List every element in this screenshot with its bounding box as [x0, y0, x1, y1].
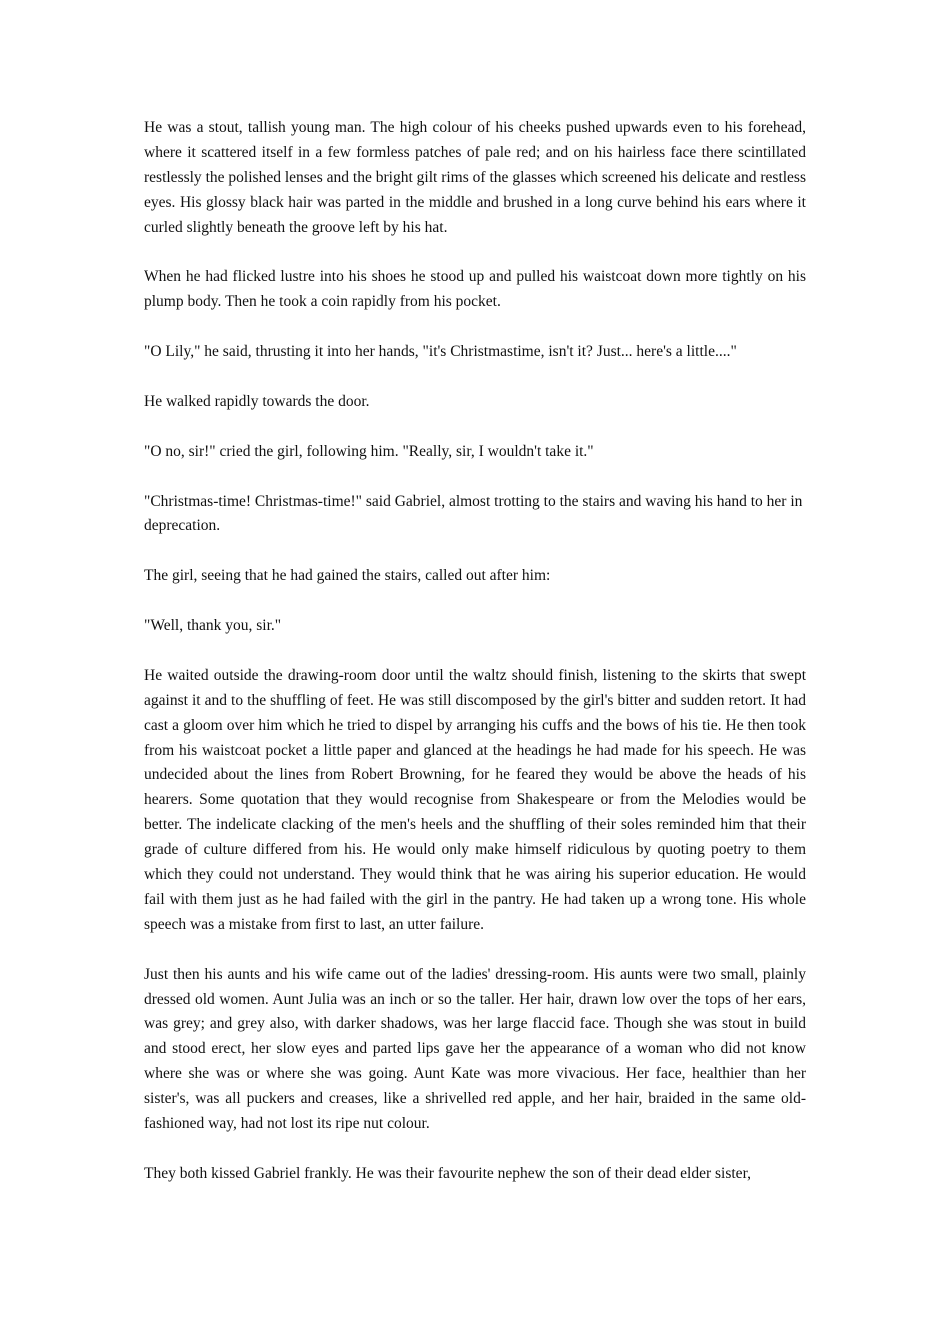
paragraph-drawing-room-door: He waited outside the drawing-room door until the waltz should finish, listening to the skirts that swept against it and to the shuffling of feet. He was still discomposed by the girl's bitter and sudden retort. It had cast a gloom over him which he tried to dispel by arranging his cuffs and the bows of his tie. He then took from his waistcoat pocket a little paper and glanced at the headings he had made for his speech. He was undecided about the lines from Robert Browning, for he feared they would be above the heads of his hearers. Some quotation that they would recognise from Shakespeare or from the Melodies would be better. The indelicate clacking of the men's heels and the shuffling of their soles reminded him that their grade of culture differed from his. He would only make himself ridiculous by quoting poetry to them which they could not understand. They would think that he was airing his superior education. He would fail with them just as he had failed with the girl in the pantry. He had taken up a wrong tone. His whole speech was a mistake from first to last, an utter failure.	[144, 666, 806, 933]
paragraph-girl-calls-out: The girl, seeing that he had gained the stairs, called out after him:	[144, 567, 551, 585]
paragraph-girl-refuses: "O no, sir!" cried the girl, following him. "Really, sir, I wouldn't take it."	[144, 442, 594, 460]
paragraph-christmas-time: "Christmas-time! Christmas-time!" said Gabriel, almost trotting to the stairs and waving his hand to her in deprecation.	[144, 492, 803, 535]
paragraph-walked-to-door: He walked rapidly towards the door.	[144, 392, 370, 410]
paragraph-waistcoat-coin: When he had flicked lustre into his shoes he stood up and pulled his waistcoat down more tightly on his plump body. Then he took a coin rapidly from his pocket.	[144, 268, 806, 311]
paragraph-gabriel-description: He was a stout, tallish young man. The high colour of his cheeks pushed upwards even to his forehead, where it scattered itself in a few formless patches of pale red; and on his hairless face there scintillated restlessly the polished lenses and the bright gilt rims of the glasses which screened his delicate and restless eyes. His glossy black hair was parted in the middle and brushed in a long curve behind his ears where it curled slightly beneath the groove left by his hat.	[144, 119, 806, 236]
paragraph-aunts-description: Just then his aunts and his wife came out of the ladies' dressing-room. His aunts were two small, plainly dressed old women. Aunt Julia was an inch or so the taller. Her hair, drawn low over the tops of her ears, was grey; and grey also, with darker shadows, was her large flaccid face. Though she was stout in build and stood erect, her slow eyes and parted lips gave her the appearance of a woman who did not know where she was or where she was going. Aunt Kate was more vivacious. Her face, healthier than her sister's, was all puckers and creases, like a shrivelled red apple, and her hair, braided in the same old-fashioned way, had not lost its ripe nut colour.	[144, 965, 806, 1133]
document-page	[144, 116, 806, 1212]
paragraph-thank-you: "Well, thank you, sir."	[144, 617, 282, 635]
paragraph-lily-christmastime: "O Lily," he said, thrusting it into her hands, "it's Christmastime, isn't it? Just... here's a little...."	[144, 343, 737, 361]
paragraph-kissed-gabriel: They both kissed Gabriel frankly. He was their favourite nephew the son of their dead elder sister,	[144, 1164, 751, 1182]
